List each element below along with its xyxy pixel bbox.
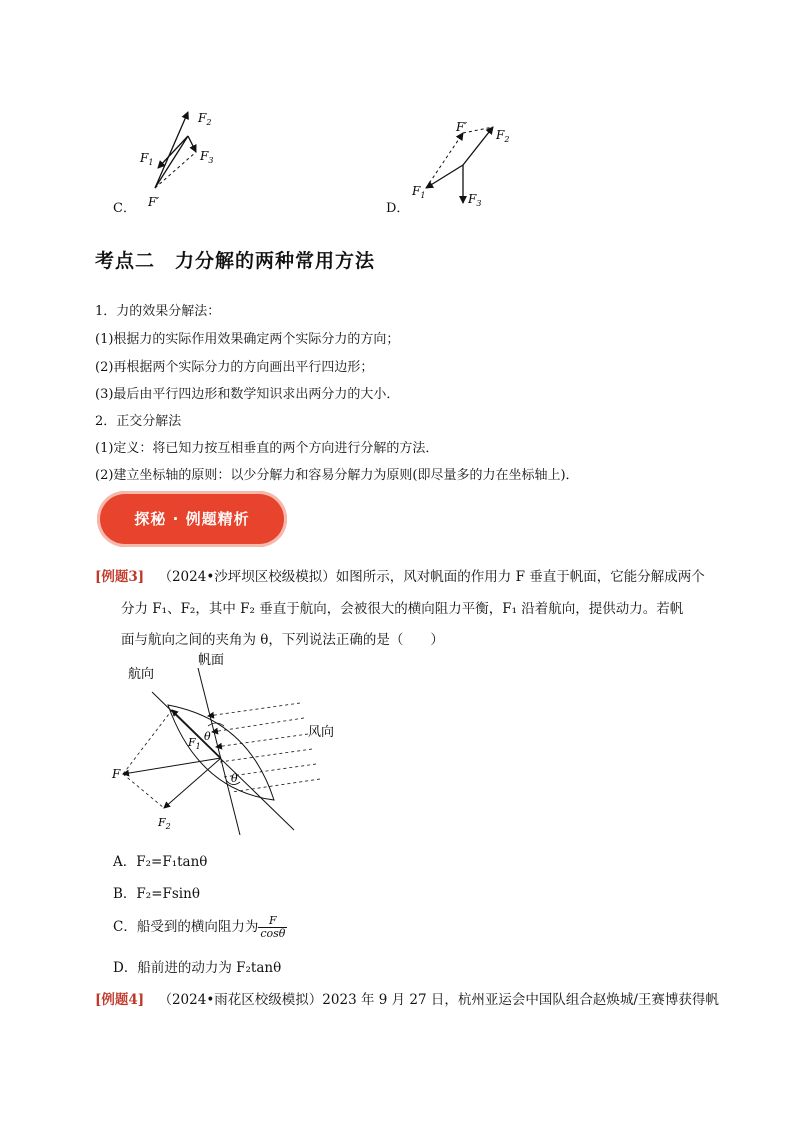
svg-text:F′: F′	[456, 120, 468, 134]
method-line-6: (1)定义：将已知力按互相垂直的两个方向进行分解的方法．	[95, 441, 439, 456]
option-a-label: A．	[113, 854, 137, 870]
option-b-text: F₂=Fsinθ	[136, 886, 200, 902]
svg-text:θ: θ	[204, 730, 211, 743]
example-banner	[97, 491, 287, 547]
method-line-7: (2)建立坐标轴的原则：以少分解力和容易分解力为原则(即尽量多的力在坐标轴上)．	[95, 468, 579, 483]
option-d[interactable]	[113, 956, 281, 976]
option-c-text: 船受到的横向阻力为	[136, 919, 259, 935]
option-a[interactable]	[113, 850, 207, 870]
svg-text:航向: 航向	[128, 667, 155, 682]
method-line-5: 2．正交分解法	[95, 414, 182, 429]
sail-force-diagram	[108, 650, 348, 835]
option-b[interactable]	[113, 882, 200, 902]
method-line-1: 1．力的效果分解法：	[95, 304, 221, 319]
arrow-f3	[188, 136, 196, 152]
example3-tag: [例题3]	[95, 569, 145, 585]
option-c[interactable]	[113, 915, 287, 940]
option-d-label: D．	[386, 201, 410, 216]
option-c-label: C．	[113, 201, 136, 216]
svg-text:F1: $F_1$	[188, 736, 201, 751]
svg-text:F3: $F_3$	[468, 192, 482, 208]
force-diagram-d	[408, 115, 528, 215]
method-line-2: (1)根据力的实际作用效果确定两个实际分力的方向；	[95, 332, 400, 347]
option-a-text: F₂=F₁tanθ	[136, 854, 208, 870]
svg-text:F′: F′	[148, 195, 160, 209]
example3-text1: 如图所示，风对帆面的作用力 F 垂直于帆面，它能分解成两个	[335, 569, 705, 585]
banner-text: 探秘 · 例题精析	[134, 510, 250, 528]
svg-text:F: F	[112, 767, 121, 781]
example3-line2: 分力 F₁、F₂，其中 F₂ 垂直于航向，会被很大的横向阻力平衡，F₁ 沿着航向，提供动力。若帆	[121, 601, 684, 617]
example4-source: （2024•雨花区校级模拟）	[158, 992, 323, 1008]
option-d-label-text: D．	[113, 960, 138, 976]
svg-text:F1: $F_1$	[140, 151, 154, 167]
svg-text:F2: $F_2$	[496, 128, 510, 144]
option-d-text: 船前进的动力为 F₂tanθ	[137, 960, 282, 976]
svg-text:F2: $F_2$	[158, 816, 171, 831]
example3-source: （2024•沙坪坝区校级模拟）	[158, 569, 336, 585]
force-diagram-c	[128, 100, 238, 210]
example4-line1	[95, 988, 719, 1008]
svg-text:θ: θ	[231, 772, 238, 785]
svg-text:F2: $F_2$	[198, 111, 212, 127]
svg-text:风向: 风向	[308, 725, 335, 740]
svg-text:帆面: 帆面	[198, 653, 225, 668]
arrow-f2	[155, 112, 188, 188]
method-line-4: (3)最后由平行四边形和数学知识求出两分力的大小．	[95, 387, 400, 402]
option-c-label-text: C．	[113, 919, 137, 935]
option-c-fraction: $\frac{F}{\cos\theta}$	[260, 914, 286, 940]
method-line-3: (2)再根据两个实际分力的方向画出平行四边形；	[95, 360, 374, 375]
svg-text:F3: $F_3$	[200, 149, 214, 165]
example3-line1	[95, 565, 705, 585]
example3-line3: 面与航向之间的夹角为 θ，下列说法正确的是（ ）	[121, 632, 444, 648]
section-title: 考点二 力分解的两种常用方法	[95, 250, 376, 272]
option-b-label: B．	[113, 886, 137, 902]
example4-text1: 2023 年 9 月 27 日，杭州亚运会中国队组合赵焕城/王赛博获得帆	[322, 992, 719, 1008]
svg-text:F1: $F_1$	[412, 184, 426, 200]
example4-tag: [例题4]	[95, 992, 145, 1008]
